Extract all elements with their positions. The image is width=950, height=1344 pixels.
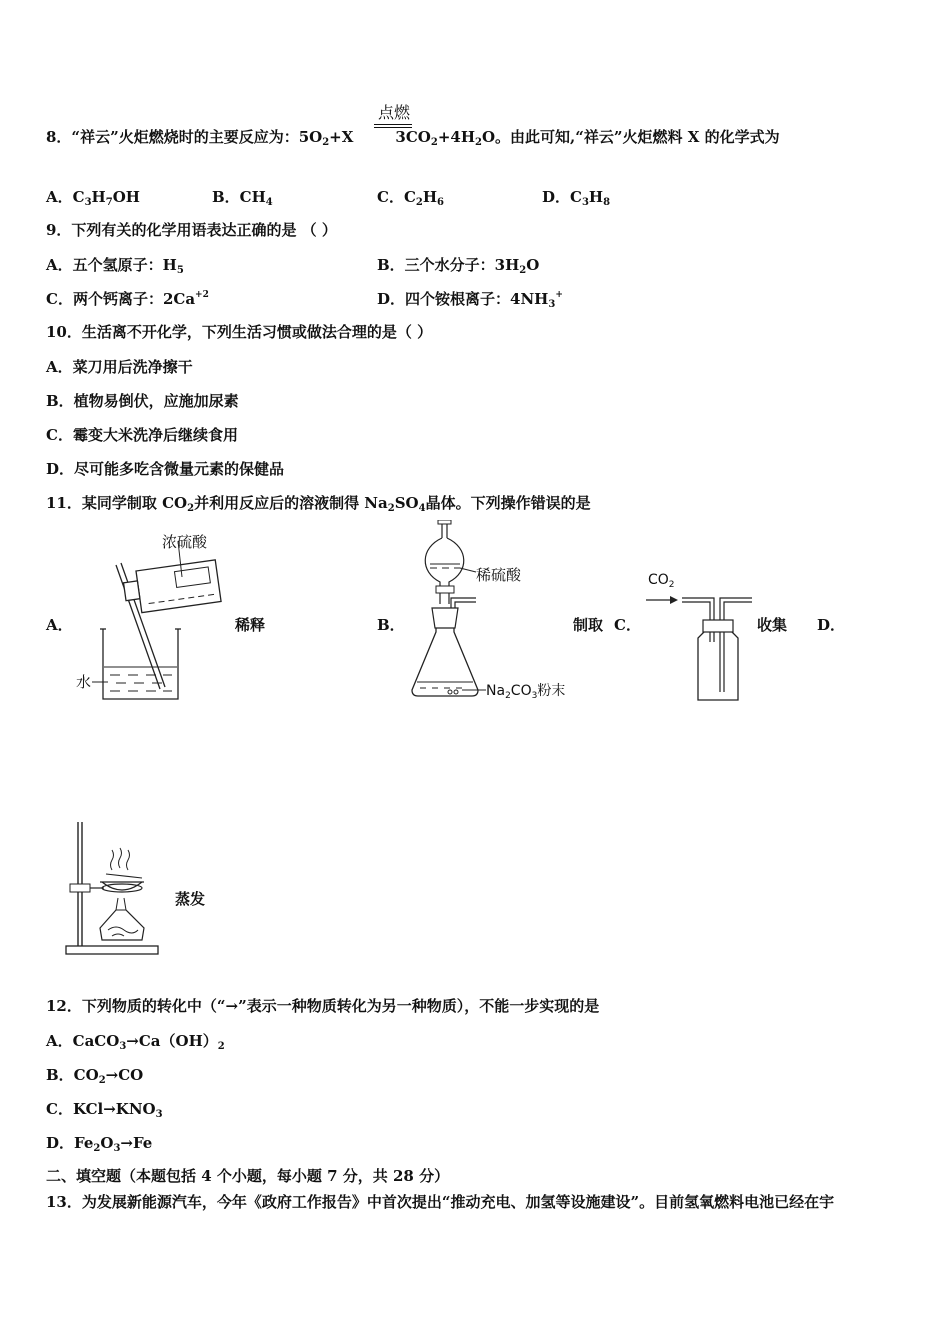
q11-option-d-letter[interactable]: D． [817,616,846,634]
label-co2: $CO_2$ [648,572,675,590]
q10-option-b[interactable]: B．植物易倒伏，应施加尿素 [46,392,239,410]
gas-generation-diagram [400,520,580,705]
q11-option-a-caption: 稀释 [235,616,266,634]
question-11-stem: 11．某同学制取 $CO_2$并利用反应后的溶液制得 $Na_2SO_4$晶体。下列操作错误的是 [46,494,591,514]
q8-option-c[interactable]: C．$C_2H_6$ [377,188,445,208]
question-8-stem: 8．“祥云”火炬燃烧时的主要反应为：$5O_2+X$ $3CO_2+4H_2O$。由此可知,“祥云”火炬燃料 X 的化学式为 [46,128,780,148]
q9-option-a[interactable]: A．五个氢原子：$H_5$ [46,256,184,276]
q8-option-a[interactable]: A．$C_3H_7OH$ [46,188,140,208]
reaction-equals-line [374,124,412,125]
evaporation-diagram [60,818,170,958]
label-concentrated-acid: 浓硫酸 [162,533,208,551]
question-13-stem: 13．为发展新能源汽车，今年《政府工作报告》中首次提出“推动充电、加氢等设施建设”。目前氢氧燃料电池已经在宇 [46,1193,835,1211]
label-na2co3-powder: $Na_2CO_3$粉末 [486,683,566,701]
q12-option-d[interactable]: D．$Fe_2O_3\to Fe$ [46,1134,153,1154]
q8-option-d[interactable]: D．$C_3H_8$ [542,188,611,208]
q10-option-c[interactable]: C．霉变大米洗净后继续食用 [46,426,238,444]
question-10-stem: 10．生活离不开化学，下列生活习惯或做法合理的是（ ） [46,323,433,341]
gas-collection-diagram [640,566,755,708]
question-9-stem: 9．下列有关的化学用语表达正确的是 （ ） [46,221,337,239]
label-water: 水 [76,673,92,691]
q11-option-d-caption: 蒸发 [175,890,206,908]
label-dilute-acid: 稀硫酸 [476,566,522,584]
q11-option-c-caption: 收集 [757,616,788,634]
q11-option-a-letter[interactable]: A． [46,616,73,634]
section-heading: 二、填空题（本题包括 4 个小题，每小题 7 分，共 28 分） [46,1167,450,1185]
q12-option-b[interactable]: B．$CO_2\to CO$ [46,1066,144,1086]
q11-option-b-caption: 制取 [573,616,604,634]
q8-option-b[interactable]: B．$CH_4$ [212,188,273,208]
q11-option-c-letter[interactable]: C． [614,616,641,634]
reaction-condition: 点燃 [378,103,411,122]
q9-option-c[interactable]: C．两个钙离子：$2Ca^{+2}$ [46,290,209,308]
q12-option-c[interactable]: C．$KCl\to KNO_3$ [46,1100,163,1120]
question-12-stem: 12．下列物质的转化中（“→”表示一种物质转化为另一种物质），不能一步实现的是 [46,997,600,1015]
q9-option-d[interactable]: D．四个铵根离子：$4NH_3^+$ [377,290,563,310]
q11-option-b-letter[interactable]: B． [377,616,405,634]
q12-option-a[interactable]: A．$CaCO_3\to Ca(OH)_2$ [46,1032,225,1052]
dilution-diagram [70,527,230,707]
q9-option-b[interactable]: B．三个水分子：$3H_2O$ [377,256,540,276]
q10-option-a[interactable]: A．菜刀用后洗净擦干 [46,358,193,376]
q10-option-d[interactable]: D．尽可能多吃含微量元素的保健品 [46,460,285,478]
